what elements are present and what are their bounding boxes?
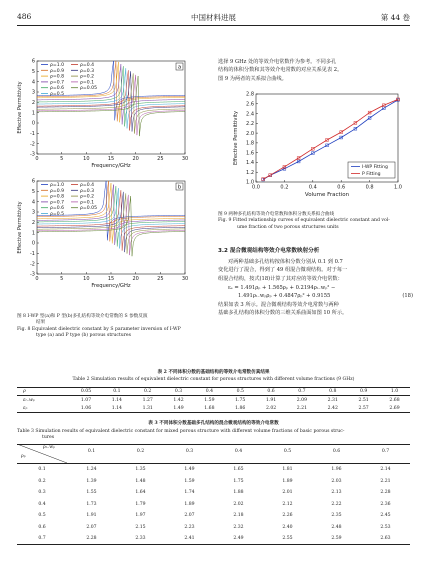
x-axis-label: Frequency/GHz <box>91 283 131 289</box>
table2-cell: 0.2 <box>132 388 163 396</box>
table3-cell: 1.89 <box>282 478 293 484</box>
legend-label: ρ=0.1 <box>80 80 95 86</box>
table2-cell: 1.06 <box>71 404 102 412</box>
x-tick-label: 25 <box>157 156 164 162</box>
fig8-legend <box>41 62 97 97</box>
y-tick-label: 4 <box>31 199 35 206</box>
table2-cell: 1.42 <box>173 397 184 403</box>
table3-cell: 1.24 <box>86 467 97 473</box>
x-tick-label: 10 <box>83 156 90 162</box>
legend-label: ρ=0.4 <box>80 63 95 68</box>
y-tick-label: 1 <box>31 230 35 237</box>
table2-cell: 2.31 <box>327 397 338 403</box>
table3-cell: 2.22 <box>331 501 342 507</box>
table3-header <box>17 444 410 463</box>
fig8-caption-cn-2: 结果 <box>36 320 46 326</box>
table3-cell: 2.28 <box>67 533 116 545</box>
section-line: 结果如表 3 所示。混合微观结构等效介电常数与两种 <box>218 302 339 308</box>
figure-9 <box>228 90 408 210</box>
table3-row <box>17 476 410 488</box>
right-text-line: 结构的体积分数和其等效介电常数的对应关系见表 2。 <box>218 67 343 74</box>
legend-label: ρ=0.8 <box>50 194 65 200</box>
table2-cell: 1.0 <box>379 388 410 396</box>
table3-caption-en-2: tures <box>42 435 55 441</box>
table3-cell: 2.26 <box>282 513 293 519</box>
table3-cell: 2.15 <box>135 524 146 530</box>
table3-row <box>17 464 410 476</box>
legend-label: ρ=0.7 <box>50 200 65 206</box>
table2-cell: 0.1 <box>101 388 132 396</box>
table2-cell: 2.51 <box>358 397 369 403</box>
table2-row-header: εₗ₋wₚ <box>23 397 35 403</box>
journal-name: 中国材料进展 <box>191 13 236 22</box>
table2-cell: 0.05 <box>71 388 102 396</box>
table3-column-headers <box>67 449 410 455</box>
volume-number: 第 44 卷 <box>380 13 410 22</box>
right-text-line: 图 9 为两者的关系拟合曲线。 <box>218 75 287 82</box>
y-tick-label: 1.0 <box>246 179 254 186</box>
table2-cell: 0.6 <box>256 388 287 396</box>
x-tick-label: 30 <box>181 156 189 162</box>
x-tick-label: 1.0 <box>394 184 402 191</box>
legend-label: P Fitting <box>362 172 381 177</box>
fig8-panel-a <box>17 59 188 169</box>
fig8-panel-b <box>17 179 188 289</box>
table2-cell: 0.4 <box>194 388 225 396</box>
y-tick-label: 2.4 <box>246 111 254 118</box>
table2-cell: 0.8 <box>317 388 348 396</box>
y-tick-label: 5 <box>31 69 35 76</box>
equation-line-1: εₑ = 1.491ρₚ + 1.565ρₚ + 0.2194ρₗ₋wₚ² − <box>228 285 336 291</box>
table3-cell: 2.48 <box>331 524 342 530</box>
table2-cell: 1.75 <box>235 397 246 403</box>
table2-cell: 1.49 <box>163 404 194 412</box>
table3-column-header: 0.5 <box>283 449 292 454</box>
table3-column-header: 0.3 <box>185 449 194 454</box>
table3-cell: 2.14 <box>380 467 391 473</box>
table2-cell: 1.86 <box>225 404 256 412</box>
table2-cell: 0.7 <box>287 388 318 396</box>
legend-label: ρ=0.4 <box>80 183 95 188</box>
table3-row-header: 0.3 <box>38 490 46 496</box>
table3-column-header: 0.6 <box>332 449 341 454</box>
header-rule <box>17 25 410 26</box>
x-tick-label: 15 <box>107 156 115 162</box>
x-tick-label: 0.0 <box>252 184 260 191</box>
table3-cell: 1.96 <box>331 467 342 473</box>
y-axis-label: Effective Permittivity <box>17 81 23 134</box>
x-tick-label: 0.2 <box>280 184 289 191</box>
table2-cell: 2.69 <box>379 404 410 412</box>
equation-line-2-text: 1.491ρₗ₋wₚρₚ + 0.4847ρₚ² + 0.9155 <box>238 293 331 300</box>
table3-caption-cn: 表 3 不同体积分数基础多孔结构的混合微观结构的等效介电常数 <box>148 421 279 426</box>
section-line: 组混合结构，按式(18)计算了其对应的等效介电常数： <box>218 275 343 282</box>
legend-label: ρ=0.05 <box>80 206 97 212</box>
table3-row <box>17 487 410 499</box>
table-2 <box>17 387 410 413</box>
table2-cell: 2.09 <box>296 397 308 403</box>
table3-cell: 2.32 <box>233 524 244 530</box>
equation-line-2 <box>228 292 413 300</box>
equation-18 <box>228 284 413 301</box>
table3-top-rule <box>17 444 410 445</box>
y-tick-label: 1.6 <box>246 150 254 157</box>
fig9-chart <box>233 92 402 198</box>
table3-row-header: 0.7 <box>17 533 67 545</box>
legend-label: ρ=0.9 <box>50 188 65 194</box>
table2-cell: 1.59 <box>204 397 215 403</box>
y-axis-label: Effective Permittivity <box>233 110 239 166</box>
y-tick-label: 3 <box>31 209 35 216</box>
table2-row-header: εₚ <box>17 404 71 412</box>
x-tick-label: 0.4 <box>308 184 317 191</box>
legend-label: ρ=0.8 <box>50 74 65 80</box>
legend-label: ρ=0.2 <box>80 194 95 200</box>
fig9-caption-en-2: ume fraction of two porous structures units <box>237 224 339 230</box>
table3-cell: 1.79 <box>135 501 146 507</box>
table2-cell: 0.3 <box>163 388 194 396</box>
y-tick-label: -2 <box>30 261 35 268</box>
table3-cell: 1.88 <box>233 490 244 496</box>
table3-cell: 2.07 <box>86 524 97 530</box>
table3-cell: 2.40 <box>282 524 293 530</box>
table2-row <box>17 388 410 396</box>
legend-label: ρ=0.6 <box>50 86 65 92</box>
table3-corner-bottom: ρₚ <box>21 454 26 459</box>
legend-label: ρ=0.3 <box>80 68 95 74</box>
x-tick-label: 0 <box>35 276 39 282</box>
table3-cell: 2.01 <box>282 490 293 496</box>
right-text-line: 选择 9 GHz 处的等效介电常数作为参考。不同多孔 <box>218 59 337 65</box>
section-body-2 <box>218 301 413 318</box>
table3-caption-en-1: Table 3 Simulation results of equivalent dielectric constant for mixed porous structure with different volume fractions of basic porous struc- <box>17 429 345 434</box>
fig9-caption-en-1: Fig. 9 Fitted relationship curves of equivalent dielectric constant and vol- <box>218 218 390 224</box>
table3-cell: 2.36 <box>380 501 391 507</box>
y-tick-label: 6 <box>31 178 35 185</box>
table2-cell: 2.21 <box>287 404 318 412</box>
table3-cell: 2.23 <box>184 524 195 530</box>
table3-row-header: 0.2 <box>38 478 46 484</box>
x-tick-label: 20 <box>132 156 139 162</box>
table3-cell: 1.35 <box>135 467 146 473</box>
table3-column-header: 0.2 <box>136 449 145 454</box>
fig9-caption <box>218 212 413 231</box>
table2-row <box>17 396 410 404</box>
section-line: 变化进行了混合，得到了 49 组混合微观结构。对于每一 <box>218 267 348 274</box>
y-tick-label: 1.2 <box>246 169 254 176</box>
table3-cell: 1.89 <box>184 501 195 507</box>
y-tick-label: 3 <box>31 89 35 96</box>
table3-row-header: 0.4 <box>38 501 46 507</box>
legend-label: ρ=0.3 <box>80 188 95 194</box>
table3-cell: 1.48 <box>135 478 146 484</box>
table3-cell: 1.65 <box>233 467 244 473</box>
legend-label: ρ=0.2 <box>80 74 95 80</box>
table2-cell: 1.07 <box>80 397 92 403</box>
section-line: 对两种基础多孔结构按体积分数分别从 0.1 到 0.7 <box>228 259 343 265</box>
table3-cell: 2.35 <box>331 513 342 519</box>
table2-cell: 2.02 <box>256 404 287 412</box>
y-tick-label: 1.8 <box>246 140 254 147</box>
x-tick-label: 0.6 <box>337 184 346 191</box>
y-tick-label: 1 <box>31 110 35 117</box>
table3-row-header: 0.6 <box>38 524 46 530</box>
table3-cell: 1.81 <box>282 467 293 473</box>
table3-cell: 2.55 <box>263 533 312 545</box>
right-column-text <box>218 58 413 83</box>
table3-cell: 2.63 <box>361 533 410 545</box>
table2-cell: 1.14 <box>111 397 122 403</box>
legend-label: ρ=0.6 <box>50 206 65 212</box>
table3-column-header: 0.7 <box>381 449 390 454</box>
fig8-legend <box>41 182 97 217</box>
legend-label: ρ=0.1 <box>80 200 95 206</box>
table3-cell: 2.49 <box>214 533 263 545</box>
table3-cell: 2.59 <box>312 533 361 545</box>
table3-column-header: 0.4 <box>234 449 243 454</box>
table3-cell: 1.75 <box>233 478 244 484</box>
page-number: 486 <box>17 12 32 21</box>
legend-label: I-WP Fitting <box>362 165 388 170</box>
y-tick-label: 2.8 <box>246 91 254 98</box>
table3-row <box>17 499 410 511</box>
x-tick-label: 0.8 <box>365 184 374 191</box>
x-tick-label: 30 <box>181 276 189 282</box>
x-tick-label: 5 <box>60 276 64 282</box>
section-line: 基础多孔结构的体积分数的三维关系曲面如图 10 所示。 <box>218 310 348 317</box>
fig9-legend <box>348 162 395 178</box>
y-tick-label: 1.4 <box>246 160 254 167</box>
y-tick-label: 0 <box>31 120 35 127</box>
table2-cell: 2.42 <box>317 404 348 412</box>
table3-cell: 1.49 <box>184 467 195 473</box>
y-tick-label: 5 <box>31 189 35 196</box>
legend-label: ρ=1.0 <box>50 183 65 188</box>
legend-label: ρ=1.0 <box>50 63 65 68</box>
table3-cell: 2.28 <box>380 490 391 496</box>
y-axis-label: Effective Permittivity <box>17 201 23 254</box>
table2-cell: 0.9 <box>348 388 379 396</box>
panel-label: b <box>177 184 182 191</box>
table3-cell: 2.41 <box>165 533 214 545</box>
table3-cell: 2.13 <box>331 490 342 496</box>
table2-cell: 0.5 <box>225 388 256 396</box>
figure-8 <box>15 58 205 312</box>
x-tick-label: 15 <box>107 276 115 282</box>
table3-cell: 2.07 <box>184 513 195 519</box>
table2-caption-en: Table 2 Simulation results of equivalent dielectric constant for porous structures with different volume fractions (9 GHz) <box>72 377 355 382</box>
table3-cell: 1.59 <box>184 478 195 484</box>
table2-row-header: ρ <box>17 388 71 396</box>
table3-cell: 2.03 <box>331 478 342 484</box>
y-tick-label: -3 <box>30 271 35 278</box>
y-tick-label: 0 <box>31 240 35 247</box>
y-tick-label: 4 <box>31 79 35 86</box>
table3-row <box>17 510 410 522</box>
table3-cell: 1.55 <box>86 490 97 496</box>
fig9-caption-cn: 图 9 两种多孔结构等效介电常数和体积分数关系拟合曲线 <box>218 212 335 217</box>
y-tick-label: 2.6 <box>246 101 254 108</box>
table3-cell: 1.74 <box>184 490 195 496</box>
y-tick-label: 2 <box>31 220 35 227</box>
table3-cell: 1.91 <box>86 513 97 519</box>
table3-cell: 1.64 <box>135 490 146 496</box>
legend-label: ρ=0.5 <box>50 92 65 97</box>
x-tick-label: 10 <box>83 276 90 282</box>
table3-row-header: 0.5 <box>38 513 46 519</box>
y-tick-label: 2.2 <box>246 121 254 128</box>
fig8-caption-en-2: type (a) and P type (b) porous structures <box>36 333 131 339</box>
x-axis-label: Frequency/GHz <box>91 163 131 169</box>
legend-label: ρ=0.9 <box>50 68 65 74</box>
table3-cell: 2.18 <box>233 513 244 519</box>
fig8-caption-en-1: Fig. 8 Equivalent dielectric constant by S parameter inversion of I-WP <box>17 326 181 332</box>
table3-cell: 2.12 <box>282 501 293 507</box>
table2-cell: 1.31 <box>132 404 163 412</box>
legend-label: ρ=0.5 <box>50 212 65 217</box>
table3-row-header: 0.1 <box>38 467 46 473</box>
fig8-caption <box>17 314 205 340</box>
y-tick-label: -3 <box>30 151 35 158</box>
y-tick-label: -2 <box>30 141 35 148</box>
table3-cell: 2.02 <box>233 501 244 507</box>
section-heading: 3.2 混合微观结构等效介电常数映射分析 <box>218 248 320 254</box>
y-tick-label: 2 <box>31 100 35 107</box>
table2-caption-cn: 表 2 不同体积分数的基础结构的等效介电常数仿真结果 <box>157 370 270 375</box>
table-3 <box>17 464 410 545</box>
y-tick-label: -1 <box>30 131 35 138</box>
equation-number: (18) <box>402 293 413 300</box>
table3-cell: 2.33 <box>116 533 165 545</box>
table3-corner-top: ρₗ₋wₚ <box>43 445 56 450</box>
y-tick-label: -1 <box>30 251 35 258</box>
y-tick-label: 2.0 <box>246 130 254 137</box>
table2-cell: 1.91 <box>265 397 277 403</box>
table3-cell: 2.53 <box>380 524 391 530</box>
legend-label: ρ=0.7 <box>50 80 65 86</box>
x-tick-label: 25 <box>157 276 164 282</box>
y-tick-label: 6 <box>31 58 35 65</box>
panel-label: a <box>177 64 182 71</box>
table3-column-header: 0.1 <box>87 449 96 454</box>
table3-caption-en <box>17 429 412 442</box>
table2-cell: 1.27 <box>142 397 153 403</box>
x-axis-label: Volume Fraction <box>304 192 350 198</box>
table2-cell: 1.14 <box>101 404 132 412</box>
section-body-1 <box>218 258 413 283</box>
table2-cell: 2.68 <box>389 397 400 403</box>
table3-cell: 2.45 <box>380 513 391 519</box>
x-tick-label: 0 <box>35 156 39 162</box>
table2-cell: 1.68 <box>194 404 225 412</box>
x-tick-label: 20 <box>132 276 139 282</box>
table2-row <box>17 404 410 412</box>
table3-cell: 2.21 <box>380 478 391 484</box>
table3-cell: 1.73 <box>86 501 97 507</box>
table3-cell: 1.39 <box>86 478 97 484</box>
table2-cell: 2.57 <box>348 404 379 412</box>
table3-row <box>17 533 410 545</box>
x-tick-label: 5 <box>60 156 64 162</box>
legend-label: ρ=0.05 <box>80 86 97 92</box>
fig8-caption-cn-1: 图 8 I-WP 型(a)和 P 型(b)多孔结构等效介电常数的 S 参数反演 <box>17 314 148 319</box>
table3-cell: 1.97 <box>135 513 146 519</box>
table3-row <box>17 522 410 534</box>
